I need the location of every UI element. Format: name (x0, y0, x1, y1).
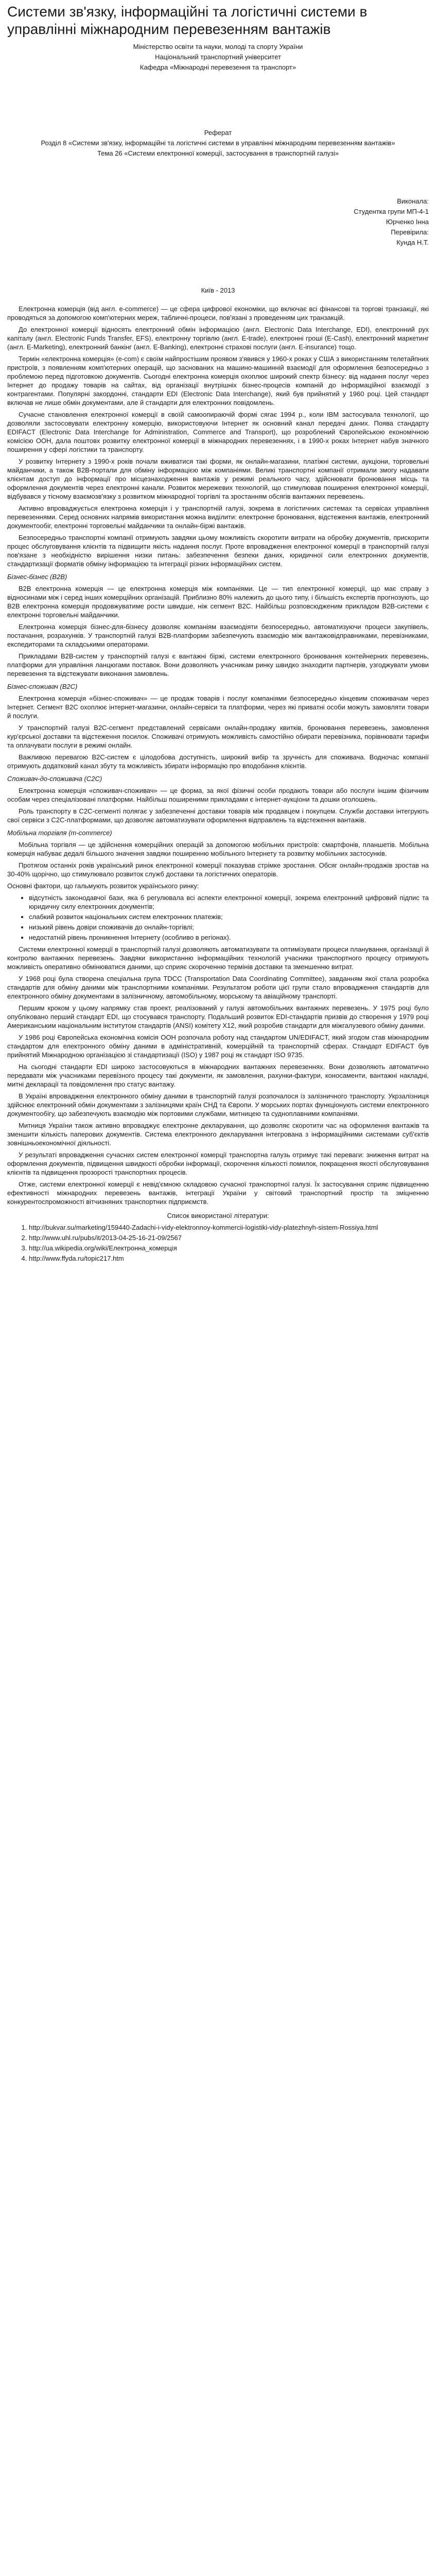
reference-link[interactable]: 3. http://ua.wikipedia.org/wiki/Електронна_комерція (29, 1244, 429, 1252)
references-list (7, 1223, 429, 1263)
b2c-paragraph: Електронна комерція «бізнес-споживач» — це продаж товарів і послуг компаніями безпосередньо кінцевим споживачам через Інтернет. Сегмент B2C охоплює інтернет-магазини, онлайн-сервіси та платформи, через які приватні особи можуть замовляти товари й послуги. (7, 694, 429, 720)
b2b-paragraph: Електронна комерція бізнес-для-бізнесу дозволяє компаніям взаємодіяти безпосередньо, автоматизуючи процеси закупівель, постачання, розрахунків. У транспортній галузі B2B-платформи забезпечують взаємодію між вантажовідправниками, перевізниками, експедиторами та складськими операторами. (7, 623, 429, 648)
body-paragraph: На сьогодні стандарти EDI широко застосовуються в міжнародних вантажних перевезеннях. Вони дозволяють автоматично передавати між учасниками перевізного процесу такі документи, як замовлення, рахунки-фактури, коносаменти, вантажні накладні, митні декларації та повідомлення про статус вантажу. (7, 1063, 429, 1088)
list-item: • низький рівень довіри споживачів до онлайн-торгівлі; (29, 923, 429, 931)
reference-link[interactable]: 4. http://www.ffyda.ru/topic217.htm (29, 1254, 429, 1263)
teacher-name: Кунда Н.Т. (396, 239, 429, 246)
body-paragraph: Митниця України також активно впроваджує електронне декларування, що дозволяє скоротити час на оформлення вантажів та зменшити кількість паперових документів. Система електронного декларування інтегрована з інформаційними системами суб'єктів зовнішньоекономічної діяльності. (7, 1122, 429, 1147)
body-paragraph: У 1968 році була створена спеціальна група TDCC (Transportation Data Coordinating Committee), завданням якої стала розробка стандартів для обміну даними між транспортними компаніями. Результатом роботи цієї групи стало впровадження стандартів для електронного обміну документами в залізничному, автомобільному, морському та авіаційному транспорті. (7, 975, 429, 1000)
student-name: Юрченко Інна (386, 218, 429, 226)
intro-paragraph: Термін «електронна комерція» (e-com) є своїм найпростішим проявом з'явився у 1960-х роках у США з використанням телетайпних пристроїв, з появленням комп'ютерних операцій, що заснованих на машино-машинній взаємодії для оформлення безпосередньо з проблемою перед підготовкою документів. Сьогодні електронна комерція охоплює широкий спектр бізнесу: від надання послуг через Інтернет до продажу товарів на сайтах, від організації внутрішніх бізнес-процесів компаній до інформаційної взаємодії з контрагентами. Популярні закордонні, стандарти EDI (Electronic Data Interchange), який був прийнятий у 1960 році. Цей стандарт включав не лише обмін документами, але й стандарти для електронних повідомлень. (7, 355, 429, 406)
city-year: Київ - 2013 (201, 286, 235, 294)
c2c-heading: Споживач-до-споживача (C2C) (7, 775, 102, 783)
mobile-paragraph: Протягом останніх років український ринок електронної комерції показував стрімке зростання. Обсяг онлайн-продажів зростав на 30-40% щорічно, що стимулювало розвиток служб доставки та логістичних операторів. (7, 861, 429, 878)
list-item: • відсутність законодавчої бази, яка б регулювала всі аспекти електронної комерції, зокрема електронний цифровий підпис та юридичну силу електронних документів; (29, 893, 429, 911)
intro-paragraph: Сучасне становлення електронної комерції в своїй самоопираючій формі сягає 1994 р., коли IBM застосувала технології, що дозволяли застосовувати електронну комерцію, використовуючи Інтернет як основний канал передачі даних. Поява стандарту EDIFACT (Electronic Data Interchange for Administration, Commerce and Transport), що розроблений Європейською економічною комісією ООН, дала поштовх розвитку електронної комерції в міжнародних перевезеннях, і в 1990-х роках Інтернет набув значного поширення у сфері логістики та транспорту. (7, 411, 429, 453)
body-paragraph: Першим кроком у цьому напрямку став проект, реалізований у галузі автомобільних вантажних перевезень. У 1975 році було опубліковано перший стандарт EDI, що стосувався транспорту. Подальший розвиток EDI-стандартів призвів до створення у 1979 році Американським національним інститутом стандартів (ANSI) комітету X12, який розробив стандарти для міжгалузевого обміну даними. (7, 1004, 429, 1029)
university-line: Національний транспортний університет (155, 53, 281, 61)
cover-type: Реферат (204, 129, 232, 137)
body-paragraph: Отже, системи електронної комерції є невід'ємною складовою сучасної транспортної галузі. Їх застосування сприяє підвищенню ефективності міжнародних перевезень вантажів, інтеграції України у світовий транспортний простір та зміцненню конкурентоспроможності вітчизняних транспортних підприємств. (7, 1180, 429, 1206)
ministry-line: Міністерство освіти та науки, молоді та спорту України (133, 43, 303, 50)
document-title: Системи зв'язку, інформаційні та логістичні системи в управлінні міжнародним перевезенням вантажів (7, 4, 368, 37)
b2b-paragraph: B2B електронна комерція — це електронна комерція між компаніями. Це — тип електронної комерції, що має справу з відносинами між і серед інших комерційних організацій. Приблизно 80% належить до цього типу, і більшість експертів прогнозують, що B2B електронна комерція продовжуватиме рости швидше, ніж сегмент B2C. Найбільш розповсюдженим прикладом B2B-системи є електронні торговельні майданчики. (7, 585, 429, 619)
intro-paragraph: У розвитку Інтернету з 1990-х років почали вживатися такі форми, як онлайн-магазини, платіжні системи, аукціони, торговельні майданчики, а також B2B-портали для обміну інформацією між компаніями. Великі транспортні компанії отримали змогу надавати клієнтам доступ до інформації про місцезнаходження вантажів у режимі реального часу, здійснювати бронювання місць та оформлення документів через електронні канали. Розвиток мережевих технологій, що стимулював поширення електронної комерції, відбувався у тісному взаємозв'язку з розвитком міжнародної торгівлі та зростанням обсягів вантажних перевезень. (7, 457, 429, 500)
body-paragraph: У результаті впровадження сучасних систем електронної комерції транспортна галузь отримує такі переваги: зниження витрат на оформлення документів, підвищення швидкості обробки інформації, скорочення кількості помилок, покращення якості обслуговування клієнтів та підвищення прозорості транспортних процесів. (7, 1151, 429, 1176)
intro-paragraph: До електронної комерції відносять електронний обмін інформацією (англ. Electronic Data Interchange, EDI), електронний рух капіталу (англ. Electronic Funds Transfer, EFS), електронну торгівлю (англ. E-trade), електронні гроші (E-Cash), електронний маркетинг (англ. E-Marketing), електронний банкінг (англ. E-Banking), електронні страхові послуги (англ. E-insurance) тощо. (7, 326, 429, 351)
list-item: • недостатній рівень проникнення Інтернету (особливо в регіонах). (29, 933, 429, 942)
reference-link[interactable]: 2. http://www.uhl.ru/pubs/it/2013-04-25-16-21-09/2567 (29, 1233, 429, 1242)
b2c-heading: Бізнес-споживач (B2C) (7, 683, 78, 690)
b2b-paragraph: Прикладами B2B-систем у транспортній галузі є вантажні біржі, системи електронного бронювання контейнерних перевезень, платформи для управління ланцюгами поставок. Вони дозволяють учасникам ринку швидко знаходити партнерів, узгоджувати умови перевезення та відстежувати виконання замовлень. (7, 652, 429, 677)
body-paragraph: В Україні впровадження електронного обміну даними в транспортній галузі розпочалося із залізничного транспорту. Укрзалізниця здійснює електронний обмін документами з залізницями країн СНД та Європи. У морських портах функціонують системи електронного документообігу, що забезпечують взаємодію між портовими службами, митницею та судноплавними компаніями. (7, 1092, 429, 1117)
cover-topic: Тема 26 «Системи електронної комерції, застосування в транспортній галузі» (97, 149, 339, 157)
intro-paragraph: Безпосередньо транспортні компанії отримують завдяки цьому можливість скоротити витрати на обробку документів, прискорити процес обслуговування клієнтів та підвищити якість надання послуг. Проте впровадження електронної комерції в транспортній галузі пов'язане з необхідністю вирішення низки питань: забезпечення безпеки даних, юридичної сили електронних документів, стандартизації форматів обміну інформацією та інтеграції різних інформаційних систем. (7, 534, 429, 568)
references-title: Список використаної літератури: (167, 1212, 269, 1219)
reference-link[interactable]: 1. http://bukvar.su/marketing/159440-Zadachi-i-vidy-elektronnoy-kommercii-logistiki-vidy-platezhnyh-sistem-Rossiya.html (29, 1223, 429, 1232)
mobile-paragraph: Мобільна торгівля — це здійснення комерційних операцій за допомогою мобільних пристроїв: смартфонів, планшетів. Мобільна комерція набуває дедалі більшого значення завдяки поширенню мобільного Інтернету та розвитку мобільних застосунків. (7, 841, 429, 857)
intro-paragraph: Електронна комерція (від англ. e-commerce) — це сфера цифрової економіки, що включає всі фінансові та торгові транзакції, які проводяться за допомогою комп'ютерних мереж, табличні-процеси, пов'язані з проведенням цих транзакцій. (7, 305, 429, 321)
mobile-heading: Мобільна торгівля (m-commerce) (7, 829, 112, 837)
body-paragraph: У 1986 році Європейська економічна комісія ООН розпочала роботу над стандартом UN/EDIFACT, який згодом став міжнародним стандартом для електронного обміну даними в адміністративній, комерційній та транспортній сферах. Стандарт EDIFACT був прийнятий Міжнародною організацією зі стандартизації (ISO) у 1987 році як стандарт ISO 9735. (7, 1033, 429, 1059)
list-item: • слабкий розвиток національних систем електронних платежів; (29, 912, 429, 921)
c2c-paragraph: Роль транспорту в C2C-сегменті полягає у забезпеченні доставки товарів між продавцем і покупцем. Служби доставки інтегрують свої сервіси з C2C-платформами, що дозволяє автоматизувати оформлення відправлень та відстеження вантажів. (7, 807, 429, 824)
performed-label: Виконала: (397, 197, 429, 205)
problems-heading: Основні фактори, що гальмують розвиток українського ринку: (7, 882, 199, 890)
problems-list (7, 893, 429, 942)
b2b-heading: Бізнес-бізнес (B2B) (7, 573, 67, 581)
intro-paragraph: Активно впроваджується електронна комерція і у транспортній галузі, зокрема в логістичних системах та сервісах управління перевезеннями. Серед основних напрямів використання можна виділити: електронне бронювання, відстеження вантажів, електронний документообіг, електронні торговельні майданчики та онлайн-біржі вантажів. (7, 504, 429, 530)
student-group: Студентка групи МП-4-1 (354, 208, 429, 215)
checked-label: Перевірила: (391, 228, 429, 236)
department-line: Кафедра «Міжнародні перевезення та транспорт» (139, 63, 297, 71)
cover-section: Розділ 8 «Системи зв'язку, інформаційні та логістичні системи в управлінні міжнародним перевезенням вантажів» (41, 139, 395, 147)
body-paragraph: Системи електронної комерції в транспортній галузі дозволяють автоматизувати та оптимізувати процеси планування, організації й контролю вантажних перевезень. Завдяки використанню інформаційних технологій учасники транспортного процесу отримують можливість оперативно обмінюватися даними, що сприяє скороченню термінів доставки та зменшенню витрат. (7, 945, 429, 971)
c2c-paragraph: Електронна комерція «споживач-споживач» — це форма, за якої фізичні особи продають товари або послуги іншим фізичним особам через спеціалізовані платформи. Найбільш поширеними прикладами є інтернет-аукціони та дошки оголошень. (7, 787, 429, 803)
b2c-paragraph: У транспортній галузі B2C-сегмент представлений сервісами онлайн-продажу квитків, бронювання перевезень, замовлення кур'єрської доставки та відстеження посилок. Споживачі отримують можливість самостійно обирати перевізника, порівнювати тарифи та оплачувати послуги в режимі онлайн. (7, 724, 429, 749)
b2c-paragraph: Важливою перевагою B2C-систем є цілодобова доступність, широкий вибір та зручність для споживача. Водночас компанії отримують додатковий канал збуту та можливість збирати інформацію про вподобання клієнтів. (7, 753, 429, 770)
